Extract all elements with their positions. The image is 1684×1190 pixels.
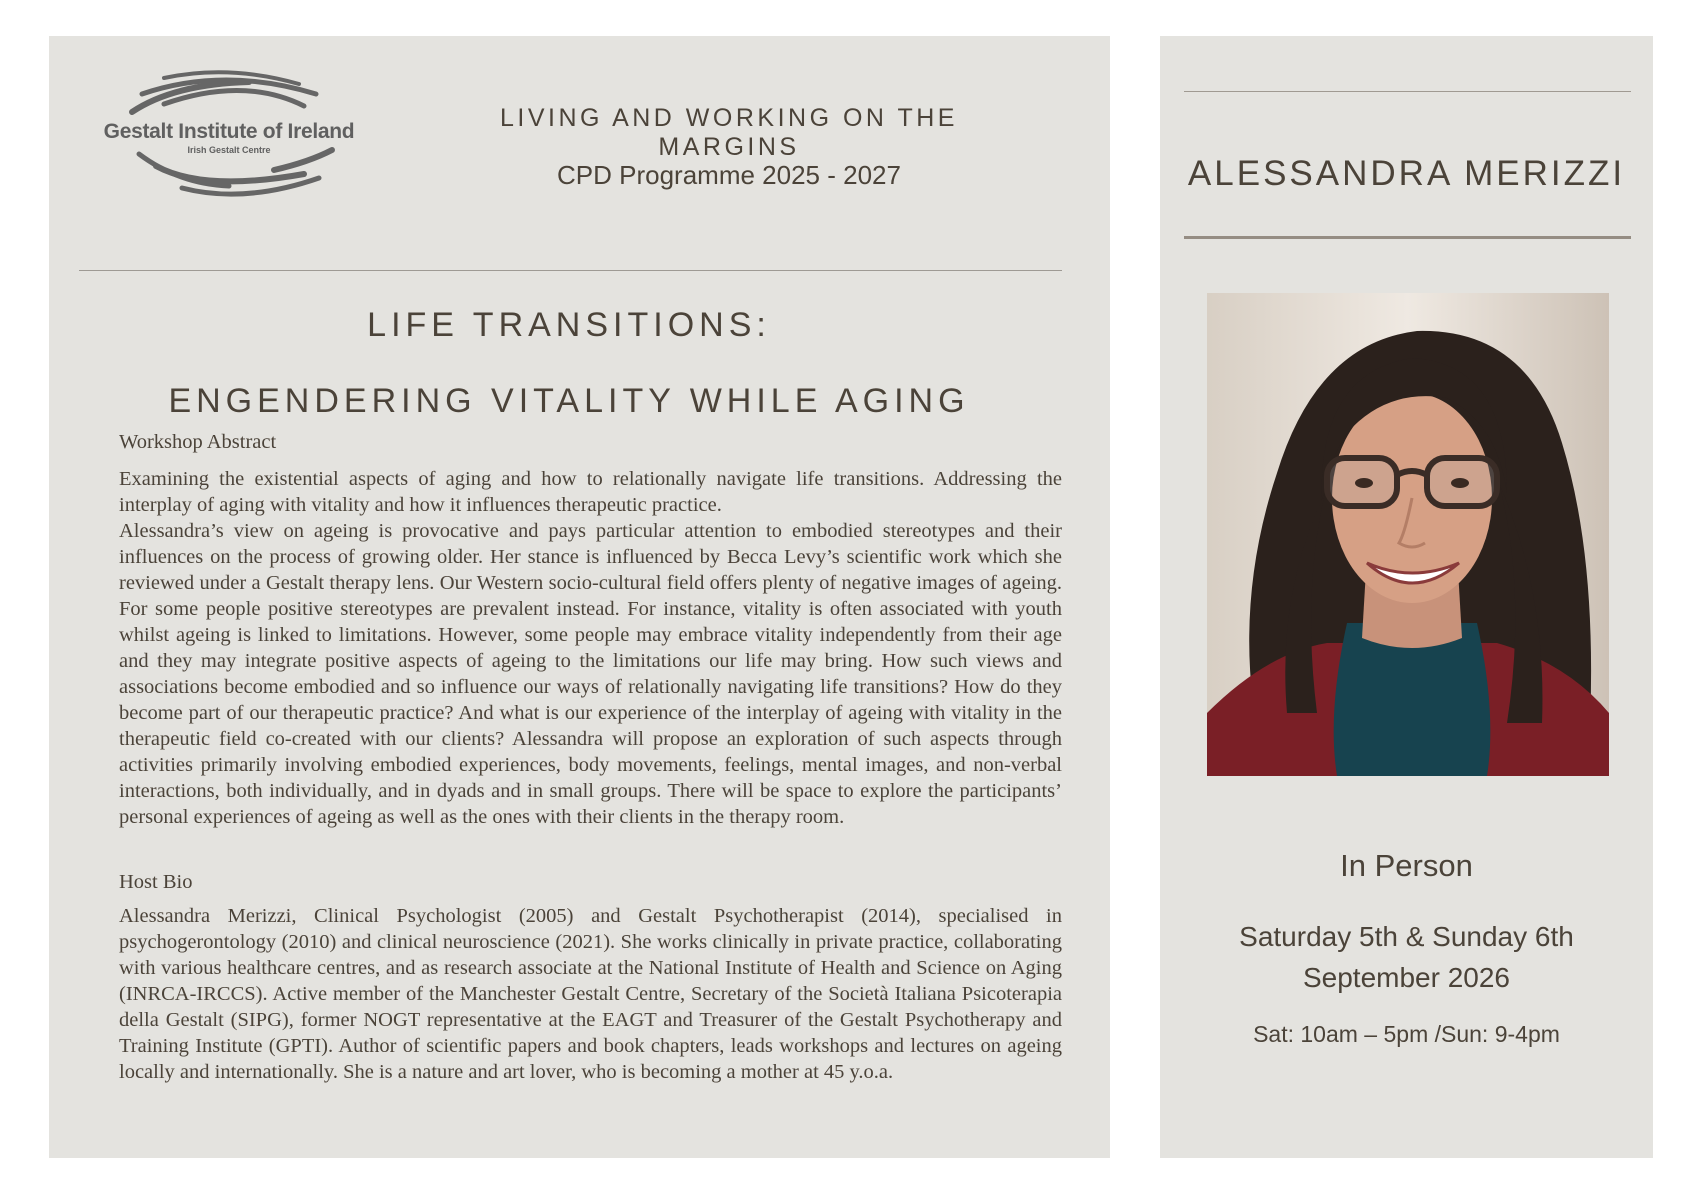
flyer-main-panel	[49, 36, 1110, 1158]
side-divider-mid	[1184, 236, 1631, 239]
host-bio	[119, 903, 1062, 1085]
workshop-abstract	[119, 466, 1062, 830]
logo-subtitle: Irish Gestalt Centre	[187, 145, 271, 155]
flyer-side-panel	[1160, 36, 1653, 1158]
side-divider-top	[1184, 91, 1631, 92]
event-dates-line1: Saturday 5th & Sunday 6th	[1239, 921, 1574, 952]
abstract-heading: Workshop Abstract	[119, 431, 277, 453]
host-portrait-photo	[1207, 293, 1609, 776]
gestalt-institute-logo	[94, 66, 364, 201]
programme-title: LIVING AND WORKING ON THE MARGINS	[500, 104, 958, 161]
logo-wordmark: Gestalt Institute of Ireland	[103, 120, 355, 143]
abstract-paragraph-1: Examining the existential aspects of aging and how to relationally navigate life transitions. Addressing the interplay of aging with vitality and how it influences therapeutic practice.	[119, 468, 1062, 516]
event-format: In Person	[1340, 848, 1473, 883]
event-dates-line2: September 2026	[1302, 962, 1511, 993]
abstract-paragraph-2: Alessandra’s view on ageing is provocative and pays particular attention to embodied stereotypes and their influences on the process of growing older. Her stance is influenced by Becca Levy’s scientific work which she reviewed under a Gestalt therapy lens. Our Western socio-cultural field offers plenty of negative images of ageing. For some people positive stereotypes are prevalent instead. For instance, vitality is often associated with youth whilst ageing is linked to limitations. However, some people may embrace vitality independently from their age and they may integrate positive aspects of ageing to the limitations our life may bring. How such views and associations become embodied and so influence our ways of relationally navigating life transitions? How do they become part of our therapeutic practice? And what is our experience of the interplay of ageing with vitality in the therapeutic field co-created with our clients? Alessandra will propose an exploration of such aspects through activities primarily involving embodied experiences, body movements, feelings, mental images, and non-verbal interactions, both individually, and in dyads and in small groups. There will be space to explore the participants’ personal experiences of ageing as well as the ones with their clients in the therapy room.	[119, 520, 1062, 828]
bio-paragraph: Alessandra Merizzi, Clinical Psychologist (2005) and Gestalt Psychotherapist (2014), specialised in psychogerontology (2010) and clinical neuroscience (2021). She works clinically in private practice, collaborating with various healthcare centres, and as research associate at the National Institute of Health and Science on Aging (INRCA-IRCCS). Active member of the Manchester Gestalt Centre, Secretary of the Società Italiana Psicoterapia della Gestalt (SIPG), former NOGT representative at the EAGT and Treasurer of the Gestalt Psychotherapy and Training Institute (GPTI). Author of scientific papers and book chapters, leads workshops and lectures on ageing locally and internationally. She is a nature and art lover, who is becoming a mother at 45 y.o.a.	[119, 905, 1062, 1083]
bio-heading: Host Bio	[119, 871, 193, 893]
workshop-title-line1: LIFE TRANSITIONS:	[367, 306, 771, 344]
event-dates	[1160, 916, 1653, 998]
programme-years: CPD Programme 2025 - 2027	[557, 160, 901, 190]
header-divider	[79, 270, 1062, 271]
workshop-title-line2: ENGENDERING VITALITY WHILE AGING	[168, 382, 970, 420]
event-times: Sat: 10am – 5pm /Sun: 9-4pm	[1253, 1021, 1560, 1047]
host-name: ALESSANDRA MERIZZI	[1187, 154, 1626, 193]
